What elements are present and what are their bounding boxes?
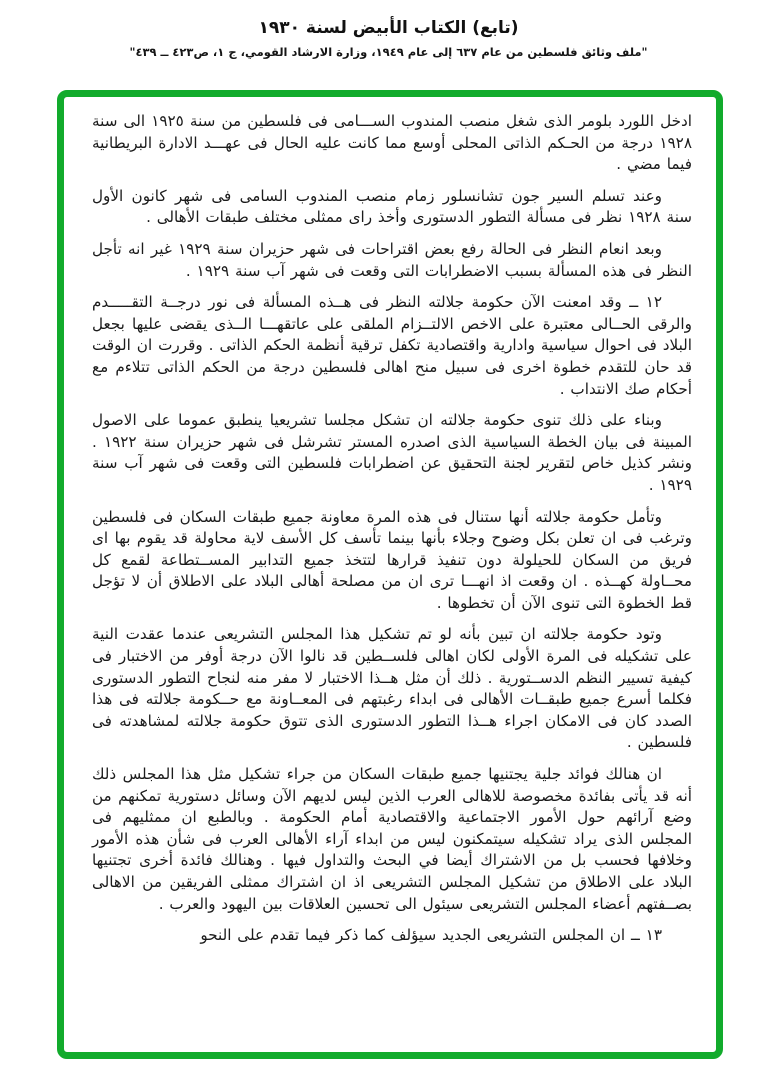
paragraph-hope-for-cooperation: وتأمل حكومة جلالته أنها ستنال فى هذه المرة معاونة جميع طبقات السكان فى فلسطين وترغب فى ان تعلن بكل وضوح وجلاء بأنها بينما تأسف كل الأسف لاية محاولة قد يقوم بها اى فريق من السكان للحيلولة دون تنفيذ قرارها لتتخذ جميع التدابير المســتطاعة لقمع كل محــاولة كهــذه . ان وقعت اذ انهـــا ترى ان من مصلحة أهالى البلاد على الاطلاق أن لا تؤجل قط الخطوة التى تنوى الآن أن تخطوها . bbox=[92, 507, 692, 612]
page-header bbox=[0, 18, 777, 59]
paragraph-proposals-june-1929: وبعد انعام النظر فى الحالة رفع بعض اقتراحات فى شهر حزيران سنة ١٩٢٩ غير انه تأجل النظر فى هذه المسألة بسبب الاضطرابات التى وقعت فى شهر آب سنة ١٩٢٩ . bbox=[92, 239, 692, 280]
document-body-text bbox=[92, 105, 692, 947]
document-frame bbox=[57, 90, 723, 1059]
paragraph-lord-plumer: ادخل اللورد بلومر الذى شغل منصب المندوب الســـامى فى فلسطين من سنة ١٩٢٥ الى سنة ١٩٢٨ درجة من الحـكم الذاتى المحلى أوسع مما كانت عليه الحال فى عهـــد الادارة البريطانية فيما مضي . bbox=[92, 112, 692, 174]
source-citation: "ملف وثائق فلسطين من عام ٦٣٧ إلى عام ١٩٤٩، وزارة الارشاد القومي، ج ١، ص٤٢٣ ــ ٤٣٩" bbox=[129, 45, 648, 59]
paragraph-constitutional-experience: وتود حكومة جلالته ان تبين بأنه لو تم تشكيل هذا المجلس التشريعى عندما عقدت النية على تشكيله فى المرة الأولى لكان اهالى فلســطين قد نالوا الآن درجة أوفر من الاختبار فى كيفية تسيير النظم الدســتورية . ذلك أن مثل هــذا الاختبار لا مفر منه لنجاح التطور الدستورى فكلما أسرع جميع طبقــات الأهالى فى ابداء رغبتهم فى المعــاونة مع حــكومة جلالته فى هذا الصدد كان فى الامكان اجراء هــذا التطور الدستورى الذى تتوق حكومة جلالته لمشاهدته فى فلسطين . bbox=[92, 625, 692, 752]
paragraph-sir-john-chancellor: وعند تسلم السير جون تشانسلور زمام منصب المندوب السامى فى شهر كانون الأول سنة ١٩٢٨ نظر فى مسألة التطور الدستورى وأخذ راى ممثلى مختلف طبقات الأهالى . bbox=[92, 186, 692, 227]
paragraph-legislative-council-intent: وبناء على ذلك تنوى حكومة جلالته ان تشكل مجلسا تشريعيا ينطبق عموما على الاصول المبينة فى بيان الخطة السياسية الذى اصدره المستر تشرشل فى شهر حزيران سنة ١٩٢٢ . ونشر كذيل خاص لتقرير لجنة التحقيق عن اضطرابات فلسطين التى وقعت فى شهر آب سنة ١٩٢٩ . bbox=[92, 411, 693, 494]
page-title: (تابع) الكتاب الأبيض لسنة ١٩٣٠ bbox=[258, 18, 519, 38]
paragraph-12-government-consideration: ١٢ ــ وقد امعنت الآن حكومة جلالته النظر فى هــذه المسألة فى نور درجــة التقـــــدم والرقى الحــالى معتبرة على الاخص الالتــزام الملقى على عاتقهـــا الــذى يقضى عليها بجعل البلاد فى احوال سياسية وادارية واقتصادية تكفل ترقية أنظمة الحكم الذاتى . وقررت ان الوقت قد حان للتقدم خطوة اخرى فى سبيل منح اهالى فلسطين درجة من الحكم الذاتى تتلاءم مع أحكام صك الانتداب . bbox=[92, 293, 692, 398]
paragraph-13-new-council-composition: ١٣ ــ ان المجلس التشريعى الجديد سيؤلف كما ذكر فيما تقدم على النحو bbox=[200, 926, 662, 945]
paragraph-benefits-of-council: ان هنالك فوائد جلية يجتنيها جميع طبقات السكان من جراء تشكيل مثل هذا المجلس ذلك أنه قد يأتى بفائدة مخصوصة للاهالى العرب الذين ليس لديهم الآن وسائل دستورية تمكنهم من وضع آرائهم حول الأمور الاجتماعية والاقتصادية أمام الحكومة . وبالطبع ان ممثليهم فى المجلس الذى يراد تشكيله سيتمكنون ليس من ابداء آراء الأهالى العرب فى شأن هذه الأمور وخلافها فحسب بل من الاشتراك أيضا في البحث والتداول فيها . وهنالك فائدة أخرى تجتنيها البلاد على الاطلاق من تشكيل المجلس التشريعى اذ ان اشتراك ممثلى الفريقين من الاهالى بصــفتهم أعضاء المجلس التشريعى سيئول الى تحسين العلاقات بين اليهود والعرب . bbox=[92, 765, 692, 913]
